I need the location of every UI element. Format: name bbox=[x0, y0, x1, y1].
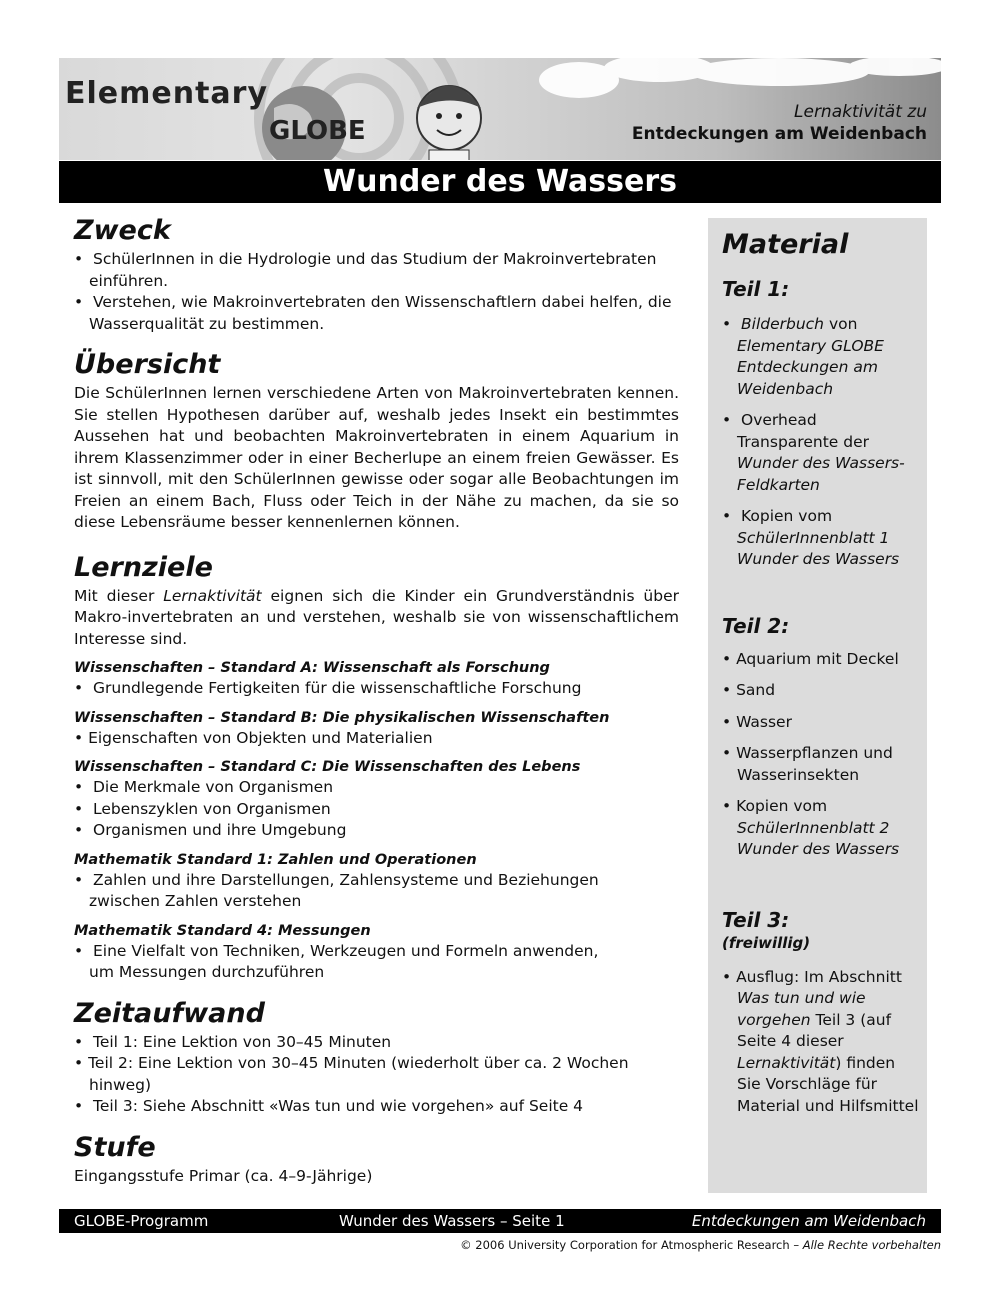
teil3-heading: Teil 3: bbox=[722, 907, 790, 932]
list-item: • Grundlegende Fertigkeiten für die wissenschaftliche Forschung bbox=[74, 679, 582, 697]
footer-bar bbox=[59, 1209, 941, 1233]
logo-line2: GLOBE bbox=[269, 116, 366, 146]
material-heading: Material bbox=[722, 229, 849, 260]
list-item: • Sand bbox=[722, 681, 776, 699]
stufe-text: Eingangsstufe Primar (ca. 4–9-Jährige) bbox=[74, 1166, 373, 1185]
uebersicht-text: Die SchülerInnen lernen verschiedene Arten von Makroinvertebraten kennen. Sie stellen Hypothesen darüber auf, weshalb jedes Insekt ein bestimmtes Aussehen hat und beobachten Makroinvertebraten in einem Aquarium in ihrem Klassenzimmer oder in einer Becherlupe an einem freien Gewässer. Es ist sinnvoll, mit den SchülerInnen gewisse oder sogar alle Beobachtungen im Freien an einem Bach, Fluss oder Teich in der Nähe zu machen, da sie so diese Lebensräume besser kennenlernen können. bbox=[74, 384, 679, 531]
standard-title: Mathematik Standard 4: Messungen bbox=[74, 922, 371, 939]
list-item: • Wasserpflanzen und Wasserinsekten bbox=[722, 744, 893, 784]
teil2-heading: Teil 2: bbox=[722, 613, 790, 638]
list-item: • Teil 3: Siehe Abschnitt «Was tun und wie vorgehen» auf Seite 4 bbox=[74, 1097, 584, 1115]
list-item: • Teil 2: Eine Lektion von 30–45 Minuten (wiederholt über ca. 2 Wochen hinweg) bbox=[74, 1054, 629, 1094]
copyright: © 2006 University Corporation for Atmospheric Research – Alle Rechte vorbehalten bbox=[460, 1238, 941, 1252]
logo-line1: Elementary bbox=[65, 76, 269, 111]
section-heading-uebersicht: Übersicht bbox=[74, 349, 221, 380]
section-heading-zweck: Zweck bbox=[74, 215, 171, 246]
section-heading-zeitaufwand: Zeitaufwand bbox=[74, 997, 265, 1029]
list-item: • Kopien vom SchülerInnenblatt 2 Wunder des Wassers bbox=[722, 797, 900, 858]
standard-title: Wissenschaften – Standard C: Die Wissenschaften des Lebens bbox=[74, 759, 581, 775]
section-heading-lernziele: Lernziele bbox=[74, 551, 213, 583]
standard-title: Wissenschaften – Standard A: Wissenschaft als Forschung bbox=[74, 660, 550, 676]
material-sidebar bbox=[708, 218, 927, 1193]
lernakt-book: Entdeckungen am Weidenbach bbox=[631, 124, 927, 144]
standard-title: Mathematik Standard 1: Zahlen und Operationen bbox=[74, 851, 477, 868]
list-item: • Aquarium mit Deckel bbox=[722, 649, 899, 668]
list-item: • SchülerInnen in die Hydrologie und das Studium der Makroinvertebraten einführen. bbox=[74, 250, 657, 290]
lernziele-intro: Mit dieser Lernaktivität eignen sich die Kinder ein Grundverständnis über Makro-invertebraten an und verstehen, weshalb sie von wissenschaftlichem Interesse sind. bbox=[74, 586, 680, 648]
list-item: • Teil 1: Eine Lektion von 30–45 Minuten bbox=[74, 1032, 392, 1051]
list-item: • Wasser bbox=[722, 712, 792, 731]
header-banner bbox=[59, 58, 941, 160]
section-heading-stufe: Stufe bbox=[74, 1131, 156, 1163]
list-item: • Kopien vom SchülerInnenblatt 1 Wunder des Wassers bbox=[722, 507, 900, 568]
footer-center: Wunder des Wassers – Seite 1 bbox=[339, 1212, 565, 1230]
standard-title: Wissenschaften – Standard B: Die physikalischen Wissenschaften bbox=[74, 709, 610, 726]
list-item: • Overhead Transparente der Wunder des Wassers-Feldkarten bbox=[722, 411, 905, 494]
list-item: • Eine Vielfalt von Techniken, Werkzeugen und Formeln anwenden, um Messungen durchzuführen bbox=[74, 941, 599, 981]
lernakt-label: Lernaktivität zu bbox=[794, 102, 927, 122]
list-item: • Bilderbuch von Elementary GLOBE Entdeckungen am Weidenbach bbox=[722, 315, 884, 398]
lernakt-label-block bbox=[632, 102, 927, 144]
footer-right: Entdeckungen am Weidenbach bbox=[691, 1212, 926, 1230]
teil3-sub: (freiwillig) bbox=[722, 933, 811, 952]
list-item: • Ausflug: Im Abschnitt Was tun und wie vorgehen Teil 3 (auf Seite 4 dieser Lernaktivität) finden Sie Vorschläge für Material und Hilfsmittel bbox=[722, 967, 919, 1115]
list-item: • Zahlen und ihre Darstellungen, Zahlensysteme und Beziehungen zwischen Zahlen verstehen bbox=[74, 870, 599, 910]
page-title: Wunder des Wassers bbox=[59, 161, 941, 203]
list-item: • Eigenschaften von Objekten und Materialien bbox=[74, 728, 433, 747]
footer-left: GLOBE-Programm bbox=[74, 1212, 209, 1230]
teil1-heading: Teil 1: bbox=[722, 277, 790, 301]
list-item: • Verstehen, wie Makroinvertebraten den Wissenschaftlern dabei helfen, die Wasserqualität zu bestimmen. bbox=[74, 293, 672, 333]
main-column bbox=[74, 213, 679, 1187]
list-item: • Organismen und ihre Umgebung bbox=[74, 821, 347, 839]
list-item: • Lebenszyklen von Organismen bbox=[74, 799, 331, 818]
list-item: • Die Merkmale von Organismen bbox=[74, 778, 334, 796]
